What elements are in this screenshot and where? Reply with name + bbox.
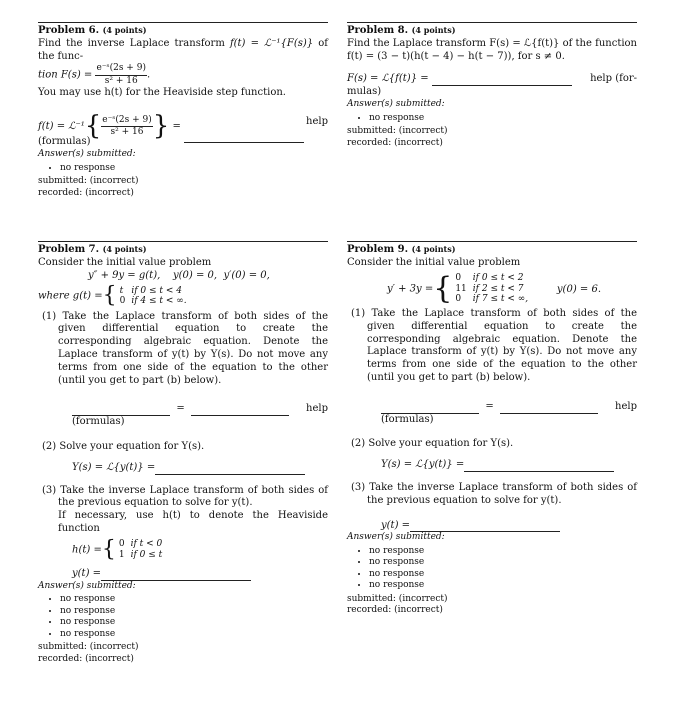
- problem-7-h-def: h(t) ={ 0 if t < 0 1 if 0 ≤ t: [72, 536, 163, 562]
- problem-9-recorded: recorded: (incorrect): [347, 605, 443, 616]
- problem-9-equation-row: = help: [347, 401, 637, 414]
- problem-6-fraction: $\frac{\text{e⁻ˢ(2s + 9)}}{\text{s² + 16}}$: [96, 63, 146, 86]
- problem-8-answer-row: F(s) = ℒ{f(t)} = help (for-: [347, 73, 637, 85]
- problem-9-ode: y′ + 3y ={ 0 if 0 ≤ t < 2 11 if 2 ≤ t < 7 0 if 7 ≤ t < ∞, y(0) = 6.: [387, 270, 601, 306]
- problem-7-Ys-row: Y(s) = ℒ{y(t)} =: [38, 462, 328, 475]
- problem-9-intro: Consider the initial value problem: [347, 256, 521, 268]
- problem-7-intro: Consider the initial value problem: [38, 256, 212, 268]
- problem-6-title: Problem 6. (4 points): [38, 25, 147, 36]
- problem-6-submitted: submitted: (incorrect): [38, 176, 139, 187]
- list-item: • no response: [369, 113, 637, 125]
- problem-7-step-1: (1) Take the Laplace transform of both sides of the given differential equation to create the corresponding algebraic equation. Denote the Laplace transform of y(t) by Y(s). Do not move any terms from one side of the equation to the other (until you get to part (b) below).: [42, 310, 328, 386]
- problem-9-yt-row: y(t) =: [347, 520, 637, 533]
- problem-8: [347, 22, 637, 149]
- problem-9-step-1: (1) Take the Laplace transform of both sides of the given differential equation to create the corresponding algebraic equation. Denote the Laplace transform of y(t) by Y(s). Do not move any terms from one side of the equation to the other (until you get to part (b) below).: [351, 307, 637, 383]
- problem-6-formulas-link[interactable]: (formulas): [38, 136, 91, 148]
- problem-9-step-3: (3) Take the inverse Laplace transform of both sides of the previous equation to solve for y(t).: [351, 481, 637, 506]
- problem-7-answers-label: Answer(s) submitted:: [38, 580, 136, 591]
- list-item: • no response: [60, 594, 328, 606]
- list-item: • no response: [60, 163, 328, 175]
- problem-9-title: Problem 9. (4 points): [347, 244, 456, 255]
- problem-6-statement: Find the inverse Laplace transform f(t) = ℒ⁻¹{F(s)} of the func- tion F(s) = $\frac{\text{e⁻ˢ(2s + 9)}}{\text{s² + 16}}$ .: [38, 37, 328, 86]
- problem-9-step-2: (2) Solve your equation for Y(s).: [351, 438, 514, 450]
- problem-8-help-link[interactable]: help (for-: [590, 73, 637, 85]
- problem-9-responses: [347, 546, 637, 592]
- problem-8-answers-label: Answer(s) submitted:: [347, 98, 445, 109]
- problem-9-submitted: submitted: (incorrect): [347, 593, 448, 604]
- problem-7-help-link[interactable]: help: [306, 403, 328, 415]
- problem-7-step-2: (2) Solve your equation for Y(s).: [42, 440, 205, 452]
- list-item: • no response: [60, 606, 328, 618]
- problem-6-note: You may use h(t) for the Heaviside step function.: [38, 87, 286, 99]
- problem-7-ode: y″ + 9y = g(t), y(0) = 0, y′(0) = 0,: [88, 269, 270, 281]
- problem-7-yt-row: y(t) =: [38, 568, 328, 581]
- problem-7-formulas-link[interactable]: (formulas): [72, 416, 125, 428]
- problem-7-submitted: submitted: (incorrect): [38, 642, 139, 653]
- problem-6-answer-input[interactable]: [184, 142, 304, 143]
- problem-8-title: Problem 8. (4 points): [347, 25, 456, 36]
- list-item: • no response: [369, 557, 637, 569]
- problem-6-help-link[interactable]: help: [306, 116, 328, 128]
- problem-6-responses: [38, 163, 328, 175]
- problem-9-Ys-row: Y(s) = ℒ{y(t)} =: [347, 459, 637, 472]
- problem-8-help-link-cont[interactable]: mulas): [347, 86, 382, 98]
- problem-8-answer-input[interactable]: [432, 85, 572, 86]
- problem-9-lhs-input[interactable]: [381, 413, 479, 414]
- problem-7-step-3: (3) Take the inverse Laplace transform of both sides of the previous equation to solve for y(t). If necessary, use h(t) to denote the Heaviside function: [42, 484, 328, 534]
- problem-6: [38, 22, 328, 199]
- problem-8-recorded: recorded: (incorrect): [347, 137, 443, 148]
- problem-9-Ys-input[interactable]: [464, 471, 614, 472]
- problem-7: [38, 241, 328, 665]
- list-item: • no response: [60, 617, 328, 629]
- problem-7-lhs-input[interactable]: [72, 415, 170, 416]
- list-item: • no response: [369, 580, 637, 592]
- list-item: • no response: [369, 569, 637, 581]
- problem-9-formulas-link[interactable]: (formulas): [381, 413, 434, 425]
- problem-9-answers-label: Answer(s) submitted:: [347, 532, 445, 543]
- problem-7-g-def: where g(t) ={ t if 0 ≤ t < 4 0 if 4 ≤ t < ∞.: [38, 283, 187, 309]
- problem-7-equation-row: = help: [38, 403, 328, 416]
- problem-7-Ys-input[interactable]: [155, 474, 305, 475]
- problem-7-recorded: recorded: (incorrect): [38, 653, 134, 664]
- problem-9-rhs-input[interactable]: [500, 413, 598, 414]
- problem-6-recorded: recorded: (incorrect): [38, 187, 134, 198]
- problem-9: [347, 241, 637, 617]
- problem-6-answer-row: f(t) = ℒ⁻¹{ $\frac{\text{e⁻ˢ(2s + 9)}}{\text{s² + 16}}$ } = help: [38, 110, 328, 136]
- problem-7-rhs-input[interactable]: [191, 415, 289, 416]
- list-item: • no response: [60, 629, 328, 641]
- problem-8-statement: Find the Laplace transform F(s) = ℒ{f(t)} of the function f(t) = (3 − t)(h(t − 4) − h(t − 7)), for s ≠ 0.: [347, 37, 637, 62]
- problem-9-help-link[interactable]: help: [615, 400, 637, 412]
- problem-7-title: Problem 7. (4 points): [38, 244, 147, 255]
- problem-8-submitted: submitted: (incorrect): [347, 126, 448, 137]
- problem-8-responses: [347, 113, 637, 125]
- list-item: • no response: [369, 546, 637, 558]
- problem-7-responses: [38, 594, 328, 640]
- problem-6-answers-label: Answer(s) submitted:: [38, 149, 136, 160]
